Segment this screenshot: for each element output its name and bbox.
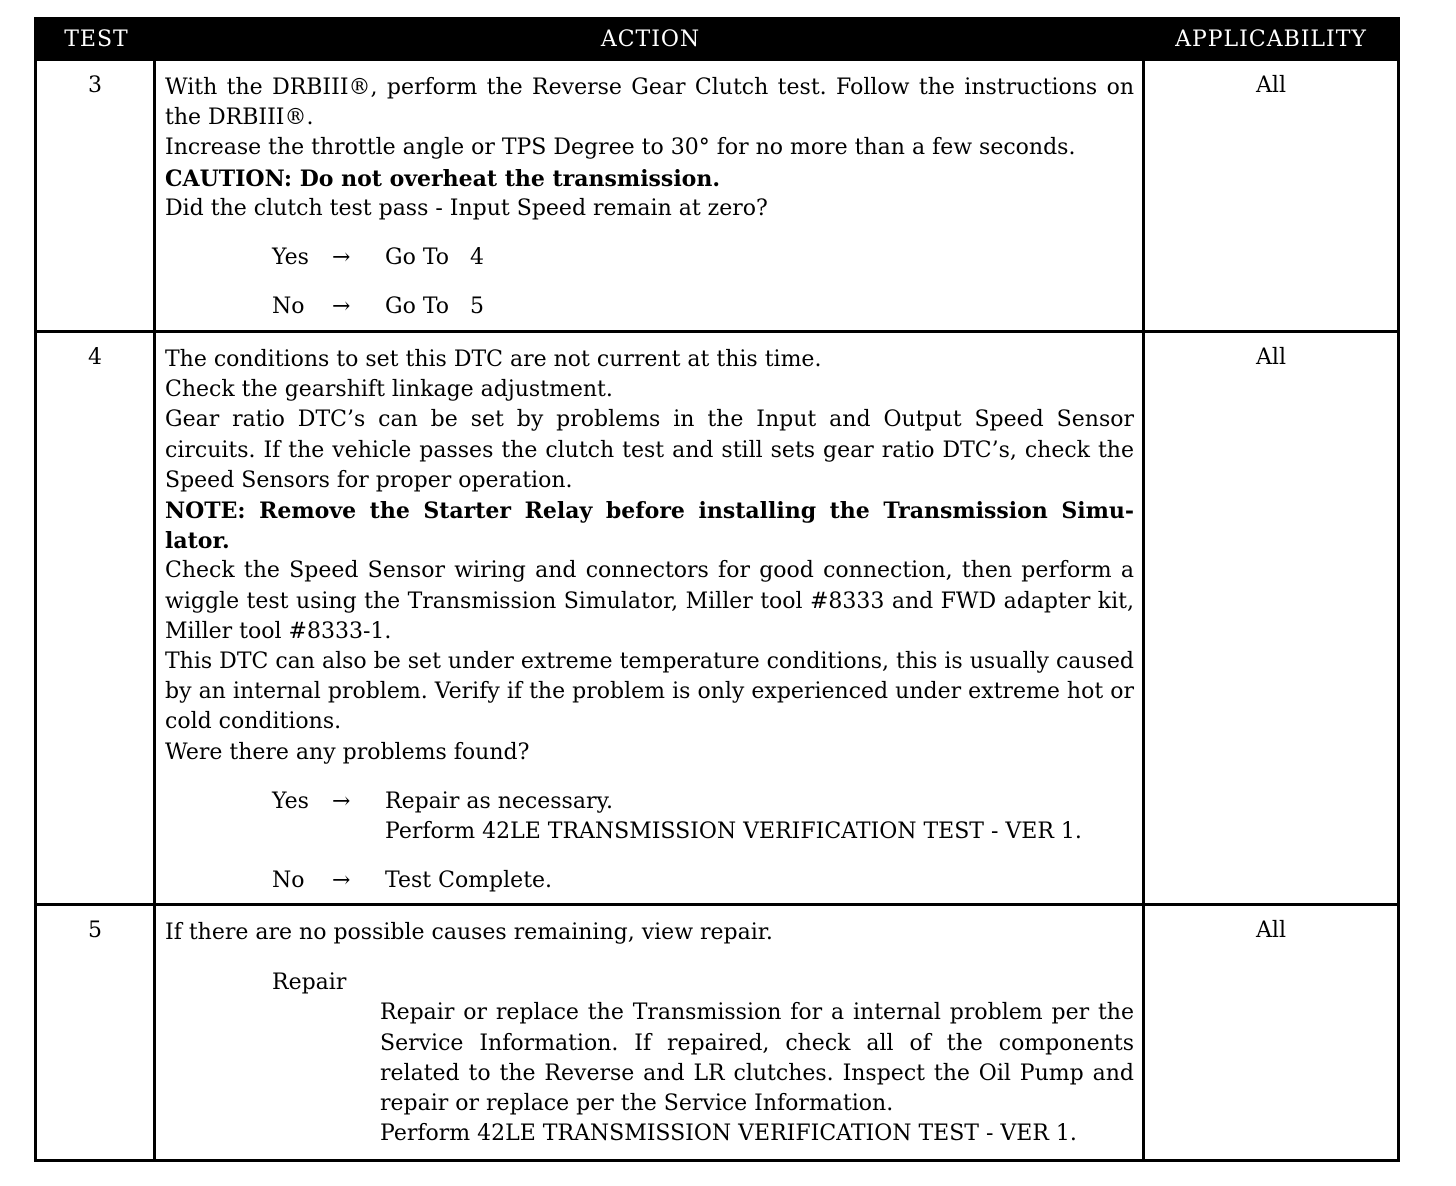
branch-target: Go To 4	[385, 245, 484, 271]
arrow-icon: →	[332, 294, 351, 320]
action-text: Check the Speed Sensor wiring and connectors for good connection, then perform a wiggle test using the Transmission Simulator, Miller tool #8333 and FWD adapter kit, Miller tool #8333-1.	[165, 558, 1134, 644]
note-text: NOTE: Remove the Starter Relay before installing the Transmission Simu-lator.	[165, 498, 1134, 555]
action-text: If there are no possible causes remaining, view repair.	[165, 920, 773, 945]
applicability-value: All	[1256, 345, 1286, 370]
table-row	[37, 330, 1397, 903]
table-row	[37, 58, 1397, 330]
question-text: Were there any problems found?	[165, 739, 530, 765]
question-text: Did the clutch test pass - Input Speed remain at zero?	[165, 195, 768, 221]
action-cell	[156, 61, 1145, 332]
branch-no	[272, 292, 1134, 322]
repair-block	[272, 968, 1134, 1149]
header-action: ACTION	[600, 26, 701, 52]
action-cell	[156, 333, 1145, 906]
branch-yes	[272, 243, 1134, 273]
diagnostic-test-table	[34, 17, 1400, 1162]
table-row	[37, 903, 1397, 1159]
action-text: Increase the throttle angle or TPS Degree to 30° for no more than a few seconds.	[165, 135, 1076, 161]
repair-text	[380, 998, 1134, 1149]
branch-target	[385, 787, 1134, 847]
test-number: 4	[37, 333, 156, 906]
header-applicability: APPLICABILITY	[1175, 26, 1367, 52]
test-number: 3	[37, 61, 156, 332]
table-header	[37, 20, 1397, 58]
arrow-icon: →	[332, 868, 351, 894]
branch-target: Go To 5	[385, 294, 484, 320]
repair-text-main: Repair or replace the Transmission for a internal problem per the Service Information. If repaired, check all of the components related to the Reverse and LR clutches. Inspect the Oil Pump and repair or replace per the Service Information.	[380, 1000, 1134, 1117]
action-text: Gear ratio DTC’s can be set by problems in the Input and Output Speed Sensor circuits. If the vehicle passes the clutch test and still sets gear ratio DTC’s, check the Speed Sensors for proper operation.	[165, 407, 1134, 493]
action-text: The conditions to set this DTC are not current at this time.	[165, 347, 822, 372]
branch-target-line: Repair as necessary.	[385, 788, 613, 814]
branch-yes	[272, 787, 1134, 847]
applicability-value: All	[1256, 918, 1286, 943]
branch-label: Yes	[272, 788, 309, 814]
arrow-icon: →	[332, 245, 351, 271]
action-text: Check the gearshift linkage adjustment.	[165, 377, 613, 403]
branch-label: Yes	[272, 245, 309, 271]
branch-target-line: Perform 42LE TRANSMISSION VERIFICATION TEST - VER 1.	[385, 819, 1082, 845]
repair-text-verify: Perform 42LE TRANSMISSION VERIFICATION TEST - VER 1.	[380, 1121, 1077, 1147]
branch-no	[272, 866, 1134, 896]
action-text: With the DRBIII®, perform the Reverse Gear Clutch test. Follow the instructions on the DRBIII®.	[165, 75, 1134, 131]
action-text: This DTC can also be set under extreme temperature conditions, this is usually caused by an internal problem. Verify if the problem is only experienced under extreme hot or cold conditions.	[165, 649, 1134, 735]
repair-label: Repair	[272, 970, 347, 996]
branch-list	[272, 787, 1134, 897]
caution-text: CAUTION: Do not overheat the transmission.	[165, 165, 721, 192]
branch-label: No	[272, 868, 305, 894]
test-number: 5	[37, 906, 156, 1159]
applicability-value: All	[1256, 73, 1286, 98]
branch-label: No	[272, 294, 305, 320]
action-cell	[156, 906, 1145, 1159]
branch-list	[272, 243, 1134, 322]
arrow-icon: →	[332, 788, 351, 814]
header-test: TEST	[64, 26, 129, 52]
branch-target: Test Complete.	[385, 868, 553, 894]
